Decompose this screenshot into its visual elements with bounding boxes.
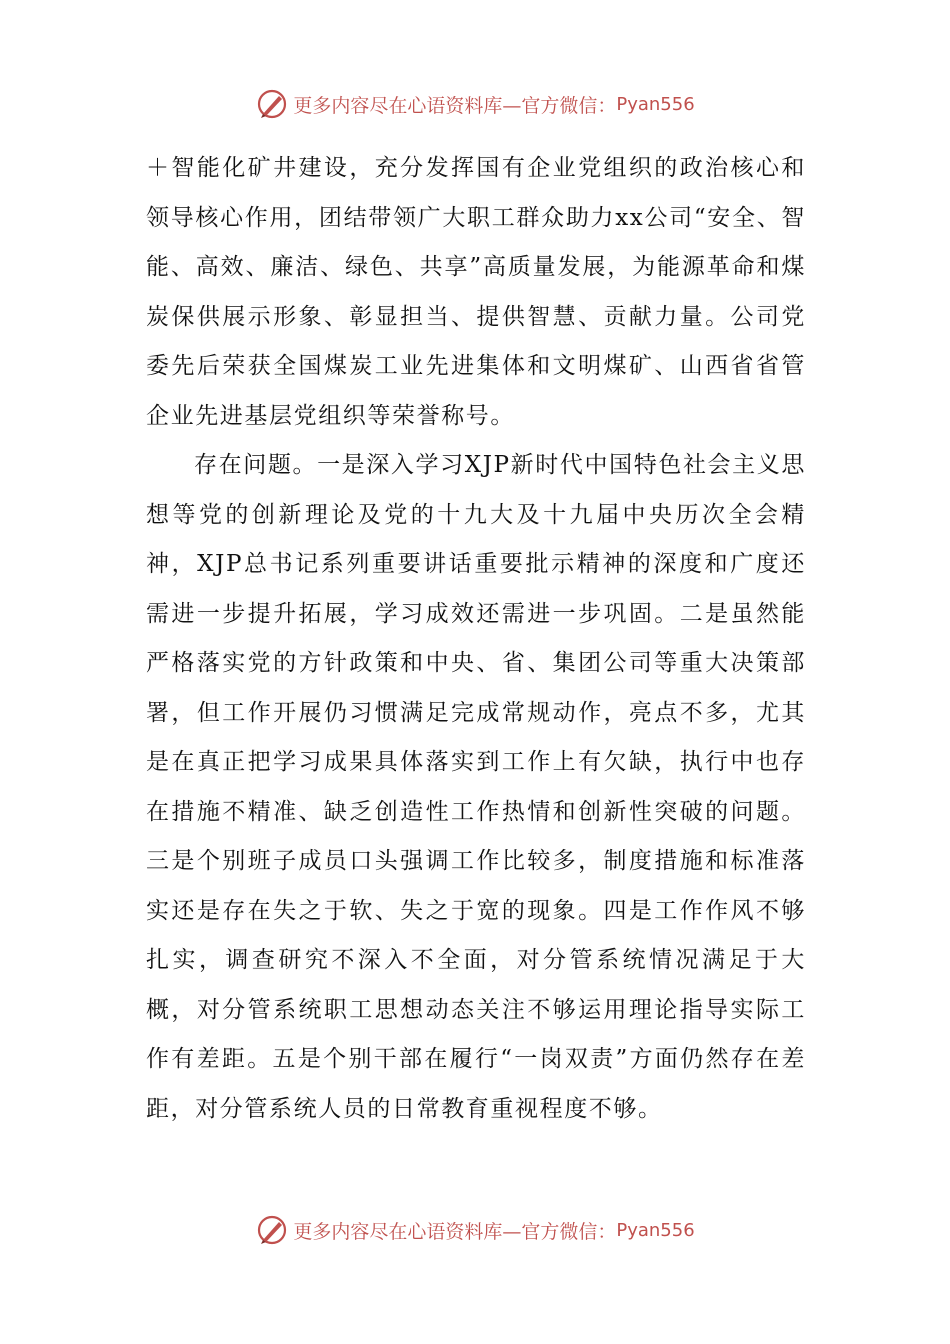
footer-wechat-id: Pyan556: [616, 1219, 695, 1241]
document-body: [146, 144, 806, 1134]
header-banner-text: 更多内容尽在心语资料库—官方微信：: [293, 94, 617, 117]
header-wechat-id: Pyan556: [616, 93, 695, 115]
header-banner: [0, 82, 950, 126]
body-paragraph-1: ＋智能化矿井建设，充分发挥国有企业党组织的政治核心和领导核心作用，团结带领广大职工群众助力xx公司“安全、智能、高效、廉洁、绿色、共享”高质量发展，为能源革命和煤炭保供展示形象、彰显担当、提供智慧、贡献力量。公司党委先后荣获全国煤炭工业先进集体和文明煤矿、山西省省管企业先进基层党组织等荣誉称号。: [146, 155, 806, 429]
body-paragraph-2: 存在问题。一是深入学习XJP新时代中国特色社会主义思想等党的创新理论及党的十九大及十九届中央历次全会精神，XJP总书记系列重要讲话重要批示精神的深度和广度还需进一步提升拓展，学习成效还需进一步巩固。二是虽然能严格落实党的方针政策和中央、省、集团公司等重大决策部署，但工作开展仍习惯满足完成常规动作，亮点不多，尤其是在真正把学习成果具体落实到工作上有欠缺，执行中也存在措施不精准、缺乏创造性工作热情和创新性突破的问题。三是个别班子成员口头强调工作比较多，制度措施和标准落实还是存在失之于软、失之于宽的现象。四是工作作风不够扎实，调查研究不深入不全面，对分管系统情况满足于大概，对分管系统职工思想动态关注不够运用理论指导实际工作有差距。五是个别干部在履行“一岗双责”方面仍然存在差距，对分管系统人员的日常教育重视程度不够。: [146, 452, 806, 1122]
pen-logo-icon: [255, 1213, 289, 1247]
pen-logo-icon: [255, 87, 289, 121]
footer-banner: [0, 1208, 950, 1252]
footer-banner-text: 更多内容尽在心语资料库—官方微信：: [293, 1220, 617, 1243]
